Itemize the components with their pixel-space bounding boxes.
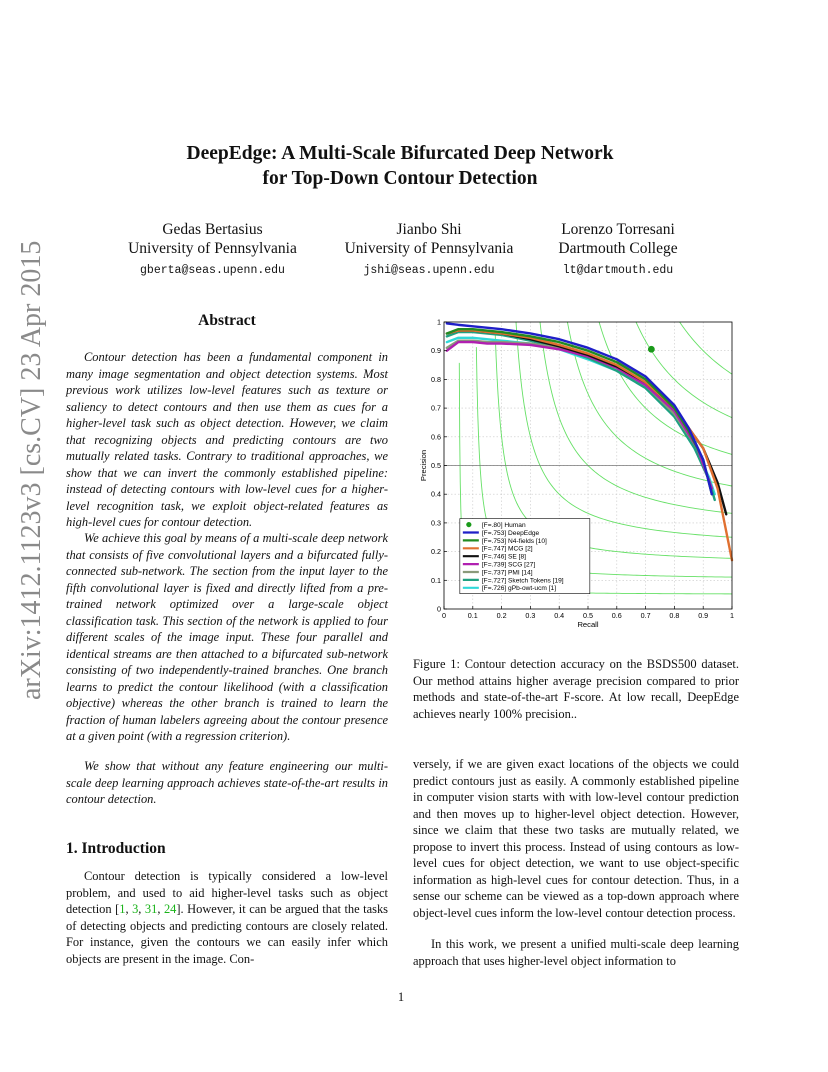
citation-link[interactable]: 31 [144, 902, 158, 916]
author-affiliation: University of Pennsylvania [344, 240, 514, 257]
intro-text-a: Contour detection is typically considered a low-level problem, and used to aid higher-level tasks such as object detection [ [66, 869, 388, 916]
title-line-2: for Top-Down Contour Detection [262, 168, 538, 189]
y-tick-label: 0.9 [431, 346, 441, 356]
x-tick-label: 0.6 [611, 611, 622, 620]
abstract-paragraph: We achieve this goal by means of a multi-scale deep network that consists of five convolutional layers and a bifurcated fully-connected sub-network. The section from the input layer to the fifth convolutional layer is fixed and directly lifted from a pre-trained network optimized over a large-scale object classification task. This section of the network is applied to four different scales of the image input. These four parallel and identical streams are then attached to a bifurcated sub-network consisting of two independently-trained branches. One branch learns to predict the contour likelihood (with a classification objective) whereas the other branch is trained to learn the fraction of human labelers agreeing about the contour presence at a given point (with a regression criterion). [66, 531, 388, 743]
author-affiliation: University of Pennsylvania [128, 240, 297, 257]
legend-entry: [F=.753] N4-fields [10] [481, 537, 547, 545]
y-tick-label: 0.1 [431, 575, 441, 585]
title-line-1: DeepEdge: A Multi-Scale Bifurcated Deep Network [186, 143, 614, 164]
x-tick-label: 0.8 [669, 611, 680, 620]
author-block [110, 220, 315, 280]
human-point [648, 346, 655, 353]
x-tick-label: 0.7 [640, 611, 651, 620]
author-name: Gedas Bertasius [162, 221, 263, 238]
legend [460, 519, 590, 594]
x-tick-label: 0.9 [698, 611, 709, 620]
arxiv-stamp: arXiv:1412.1123v3 [cs.CV] 23 Apr 2015 [16, 240, 47, 700]
legend-entry: [F=.753] DeepEdge [481, 529, 540, 537]
y-tick-label: 1 [437, 317, 441, 327]
y-tick-label: 0.4 [431, 489, 441, 499]
citation-link[interactable]: 3 [132, 902, 139, 916]
author-affiliation: Dartmouth College [558, 240, 678, 257]
x-tick-label: 0.4 [554, 611, 565, 620]
y-axis-label: Precision [419, 449, 428, 482]
body-paragraph: versely, if we are given exact locations of the objects we could predict contours just as easily. A commonly established pipeline in computer vision starts with with low-level contour prediction and then moves up to higher-level object detection. However, since we claim that these two tasks are mutually related, we propose to invert this process. Instead of using contours as low-level cues for object detection, we want to use object-specific information as high-level cues for contour detection. Thus, in a sense our scheme can be viewed as a top-down approach where object-level cues inform the low-level contour detection process. [413, 757, 739, 920]
citation-separator: , [138, 902, 145, 916]
author-email[interactable]: gberta@seas.upenn.edu [140, 264, 285, 277]
section-heading-introduction: 1. Introduction [66, 840, 166, 857]
x-tick-label: 0 [442, 611, 446, 620]
intro-paragraph [66, 868, 388, 967]
y-tick-label: 0.8 [431, 374, 441, 384]
legend-entry: [F=.80] Human [481, 521, 526, 529]
legend-entry: [F=.726] gPb-owt-ucm [1] [481, 585, 557, 593]
author-email[interactable]: jshi@seas.upenn.edu [363, 264, 495, 277]
legend-marker [466, 522, 471, 527]
y-tick-label: 0.6 [431, 432, 441, 442]
y-tick-label: 0.5 [431, 461, 441, 470]
figure-caption: Figure 1: Contour detection accuracy on the BSDS500 dataset. Our method attains higher average precision compared to prior methods and state-of-the-art F-score. At low recall, DeepEdge achieves nearly 100% precision.. [413, 657, 739, 721]
legend-entry: [F=.747] MCG [2] [481, 545, 533, 553]
legend-entry: [F=.746] SE [8] [481, 553, 527, 561]
body-paragraph: In this work, we present a unified multi-scale deep learning approach that uses higher-level object information to [413, 937, 739, 968]
x-tick-label: 0.5 [583, 611, 593, 620]
x-tick-label: 0.2 [496, 611, 507, 620]
page-number: 1 [397, 990, 405, 1004]
x-tick-label: 1 [730, 611, 734, 620]
abstract-heading: Abstract [198, 312, 256, 329]
x-tick-label: 0.3 [525, 611, 536, 620]
legend-entry: [F=.739] SCG [27] [481, 561, 536, 569]
citation-separator: , [125, 902, 133, 916]
author-name: Jianbo Shi [396, 221, 462, 238]
author-block [330, 220, 528, 280]
abstract-paragraph: We show that without any feature engineering our multi-scale deep learning approach achieves state-of-the-art results in contour detection. [66, 759, 388, 806]
y-tick-label: 0.2 [431, 547, 441, 557]
author-name: Lorenzo Torresani [561, 221, 675, 238]
x-tick-label: 0.1 [467, 611, 478, 620]
precision-recall-chart [412, 316, 742, 634]
y-tick-label: 0 [437, 604, 441, 614]
y-tick-label: 0.3 [431, 518, 441, 528]
citation-link[interactable]: 24 [163, 902, 177, 916]
citation-link[interactable]: 1 [119, 902, 126, 916]
x-axis-label: Recall [577, 620, 599, 629]
author-email[interactable]: lt@dartmouth.edu [562, 264, 674, 277]
paper-title [100, 141, 700, 191]
author-block [545, 220, 691, 280]
legend-entry: [F=.727] Sketch Tokens [19] [481, 577, 564, 585]
legend-entry: [F=.737] PMI [14] [481, 569, 533, 577]
citation-separator: , [157, 902, 164, 916]
intro-text-b: ]. However, it can be argued that the tasks of detecting objects and predicting contours are closely related. For instance, given the contours we can easily infer which objects are present in the image. Con- [66, 902, 389, 966]
y-tick-label: 0.7 [431, 403, 441, 413]
abstract-paragraph: Contour detection has been a fundamental component in many image segmentation and object detection systems. Most previous work utilizes low-level features such as texture or saliency to detect contours and then use them as cues for a higher-level task such as object detection. However, we claim that recognizing objects and predicting contours are two mutually related tasks. Contrary to traditional approaches, we show that we can invert the commonly established pipeline: instead of detecting contours with low-level cues for a higher-level recognition task, we exploit object-related features as high-level cues for contour detection. [66, 350, 388, 529]
